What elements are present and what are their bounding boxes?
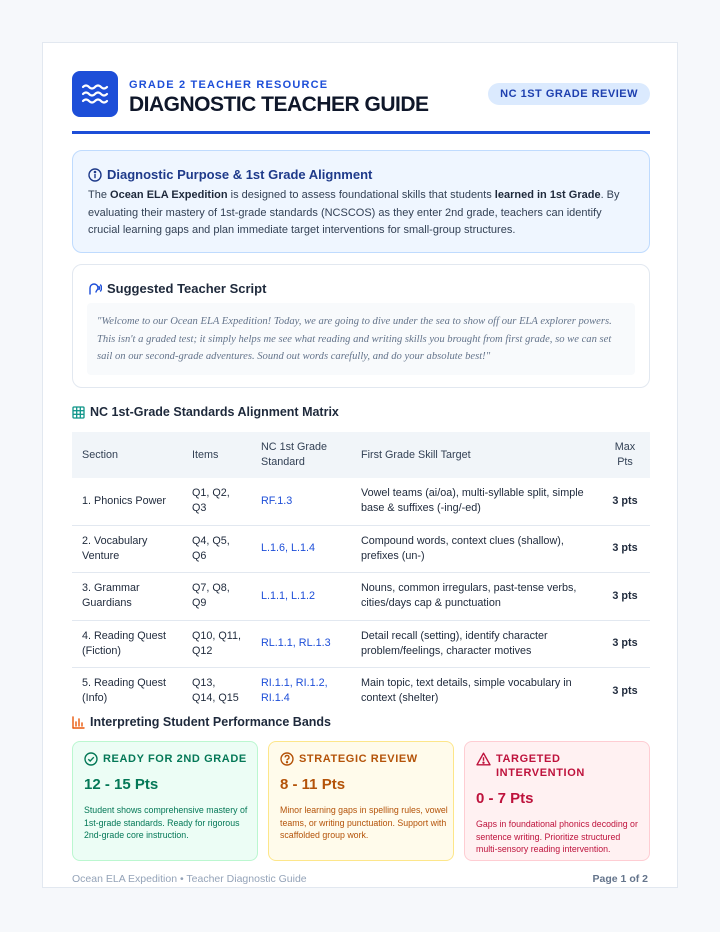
band-label	[84, 752, 247, 766]
points-cell: 3 pts	[600, 525, 650, 573]
band-label-text: STRATEGIC REVIEW	[299, 753, 418, 765]
page-title: DIAGNOSTIC TEACHER GUIDE	[129, 93, 429, 116]
band-card-strategic	[268, 741, 454, 861]
section-cell: 5. Reading Quest (Info)	[82, 677, 167, 705]
points-cell: 3 pts	[612, 684, 638, 697]
purpose-bold-2: learned in 1st Grade	[494, 189, 601, 201]
standard-link[interactable]: RF.1.3	[251, 478, 351, 525]
band-range: 8 - 11 Pts	[280, 776, 346, 793]
table-row	[72, 620, 650, 668]
band-range: 0 - 7 Pts	[476, 790, 534, 807]
band-label	[476, 752, 606, 780]
table-row	[72, 525, 650, 573]
column-header: Section	[72, 432, 182, 478]
purpose-paragraph	[88, 187, 636, 240]
column-header: Max Pts	[600, 432, 650, 478]
standard-link[interactable]: RL.1.1, RL.1.3	[251, 620, 351, 668]
table-row	[72, 573, 650, 621]
question-circle-icon	[280, 752, 294, 766]
band-description: Gaps in foundational phonics decoding or sentence writing. Prioritize structured multi-sensory reading intervention.	[476, 819, 638, 854]
standards-matrix-table	[72, 432, 650, 715]
points-cell: 3 pts	[600, 478, 650, 525]
column-header: Items	[182, 432, 251, 478]
header-divider	[72, 131, 650, 134]
section-cell: 2. Vocabulary Venture	[72, 525, 182, 573]
standard-link[interactable]: RI.1.1, RI.1.2, RI.1.4	[261, 677, 328, 705]
bar-chart-icon	[72, 716, 85, 729]
items-cell: Q10, Q11, Q12	[182, 620, 251, 668]
guide-page	[42, 42, 678, 888]
items-cell: Q1, Q2, Q3	[182, 478, 251, 525]
band-range: 12 - 15 Pts	[84, 776, 159, 793]
purpose-heading-text: Diagnostic Purpose & 1st Grade Alignment	[107, 167, 373, 182]
standard-link[interactable]: L.1.1, L.1.2	[251, 573, 351, 621]
band-label-text: READY FOR 2ND GRADE	[103, 753, 247, 765]
header-eyebrow: GRADE 2 TEACHER RESOURCE	[129, 79, 329, 91]
bands-heading	[72, 715, 331, 729]
band-label	[280, 752, 418, 766]
teacher-script-quote: "Welcome to our Ocean ELA Expedition! Today, we are going to dive under the sea to show off our ELA explorer powers. This isn't a graded test; it simply helps me see what reading and writing skills you brought from first grade, so we can set sail on our second-grade adventures. Sound out words carefully, and do your absolute best!"	[87, 303, 635, 375]
table-header-row	[72, 432, 650, 478]
grade-review-badge: NC 1ST GRADE REVIEW	[488, 83, 650, 105]
purpose-text-3: . By evaluating their mastery of 1st-grade standards (NCSCOS) as they enter 2nd grade, teachers can identify crucial learning gaps and plan immediate target interventions for small-group structures.	[88, 189, 620, 236]
band-description: Minor learning gaps in spelling rules, vowel teams, or writing punctuation. Support with scaffolded group work.	[280, 805, 448, 840]
purpose-text-2: is designed to assess foundational skills that students	[227, 189, 495, 201]
info-icon	[88, 168, 102, 182]
items-cell: Q4, Q5, Q6	[182, 525, 251, 573]
warning-icon	[476, 752, 491, 766]
skill-cell: Detail recall (setting), identify character problem/feelings, character motives	[351, 620, 600, 668]
purpose-card	[72, 150, 650, 253]
column-header: First Grade Skill Target	[351, 432, 600, 478]
page-number: Page 1 of 2	[592, 873, 648, 885]
column-header: NC 1st Grade Standard	[251, 432, 351, 478]
band-card-intervention	[464, 741, 650, 861]
points-cell: 3 pts	[600, 573, 650, 621]
bands-heading-text: Interpreting Student Performance Bands	[90, 715, 332, 729]
purpose-heading	[88, 167, 372, 182]
script-heading-text: Suggested Teacher Script	[107, 281, 267, 296]
script-heading	[88, 281, 266, 296]
matrix-heading	[72, 405, 339, 419]
purpose-text-1: The	[88, 189, 111, 201]
skill-cell: Nouns, common irregulars, past-tense verbs, cities/days cap & punctuation	[351, 573, 600, 621]
items-cell: Q7, Q8, Q9	[182, 573, 251, 621]
items-cell: Q13, Q14, Q15	[192, 677, 239, 705]
page-header	[72, 71, 650, 135]
skill-cell: Main topic, text details, simple vocabulary in context (shelter)	[361, 677, 572, 705]
band-description: Student shows comprehensive mastery of 1st-grade standards. Ready for rigorous 2nd-grade core instruction.	[84, 805, 248, 840]
section-cell: 3. Grammar Guardians	[72, 573, 182, 621]
section-cell: 4. Reading Quest (Fiction)	[72, 620, 182, 668]
table-icon	[72, 406, 85, 419]
points-cell: 3 pts	[600, 620, 650, 668]
table-row	[72, 478, 650, 525]
footer-title: Ocean ELA Expedition • Teacher Diagnostic Guide	[72, 873, 307, 885]
band-label-text: TARGETED INTERVENTION	[496, 753, 585, 779]
table-row	[72, 668, 650, 715]
script-card	[72, 264, 650, 388]
standard-link[interactable]: L.1.6, L.1.4	[251, 525, 351, 573]
speaking-icon	[88, 282, 102, 296]
check-circle-icon	[84, 752, 98, 766]
section-cell: 1. Phonics Power	[72, 478, 182, 525]
skill-cell: Compound words, context clues (shallow), prefixes (un-)	[351, 525, 600, 573]
purpose-bold-1: Ocean ELA Expedition	[110, 189, 228, 201]
matrix-heading-text: NC 1st-Grade Standards Alignment Matrix	[90, 405, 339, 419]
waves-logo-icon	[72, 71, 118, 117]
skill-cell: Vowel teams (ai/oa), multi-syllable split, simple base & suffixes (-ing/-ed)	[351, 478, 600, 525]
band-card-ready	[72, 741, 258, 861]
